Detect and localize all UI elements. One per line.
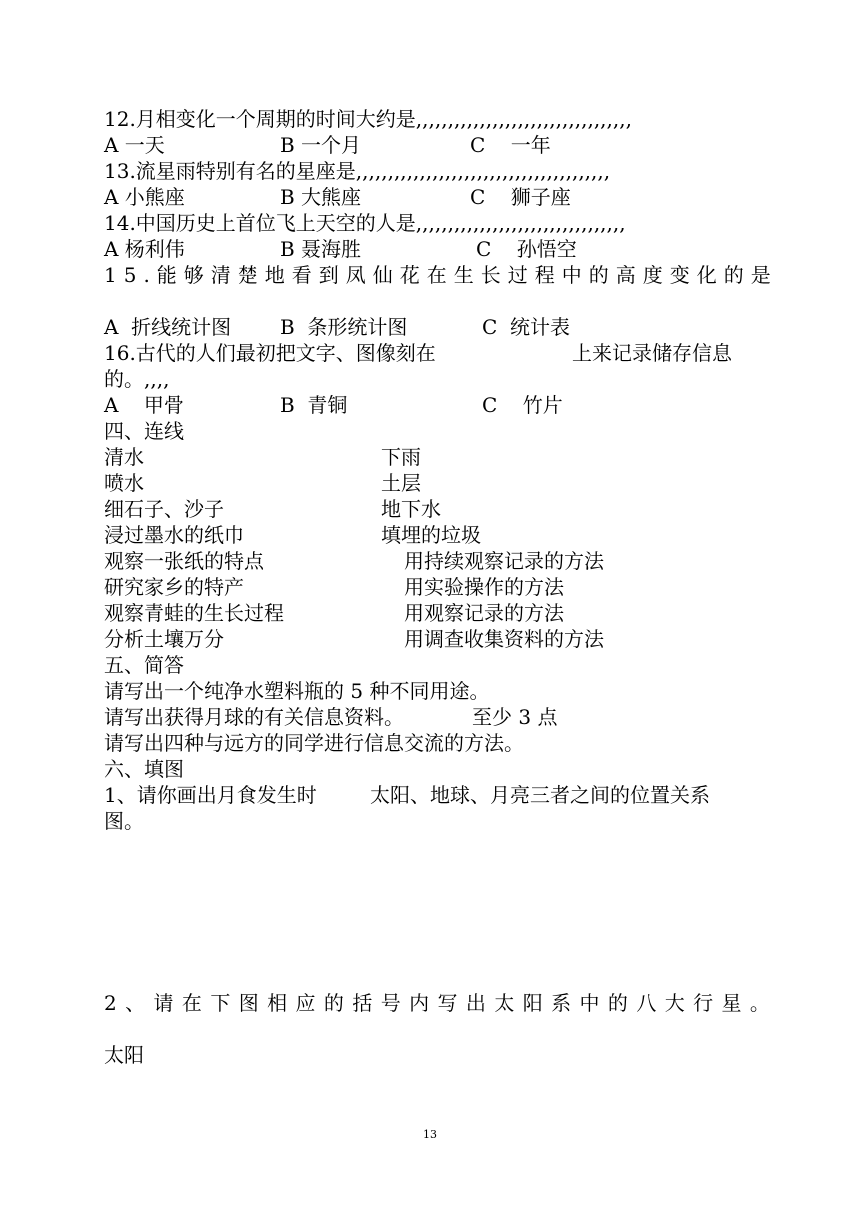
fill-figure-2: 2、请在下图相应的括号内写出太阳系中的八大行星。 xyxy=(104,991,779,1015)
question-16-option-b: B 青铜 xyxy=(280,393,348,417)
match-left-item: 观察一张纸的特点 xyxy=(104,549,264,573)
match-left-item: 研究家乡的特产 xyxy=(104,575,244,599)
match-right-item: 用调查收集资料的方法 xyxy=(404,627,604,651)
match-left-item: 浸过墨水的纸巾 xyxy=(104,523,244,547)
question-14-stem: 14.中国历史上首位飞上天空的人是,,,,,,,,,,,,,,,,,,,,,,,,,,,,,,,,, xyxy=(104,211,626,235)
question-12-option-a: A 一天 xyxy=(104,133,165,157)
section-4-title: 四、连线 xyxy=(104,419,184,443)
fill-figure-1-part3: 图。 xyxy=(104,809,144,833)
match-right-item: 用实验操作的方法 xyxy=(404,575,564,599)
question-15-option-a: A 折线统计图 xyxy=(104,315,232,339)
match-right-item: 用观察记录的方法 xyxy=(404,601,564,625)
question-12-option-b: B 一个月 xyxy=(280,133,362,157)
question-14-option-b: B 聂海胜 xyxy=(280,237,362,261)
match-left-item: 观察青蛙的生长过程 xyxy=(104,601,284,625)
question-16-stem-part2: 上来记录储存信息 xyxy=(572,341,732,365)
question-16-stem-part3: 的。,,,, xyxy=(104,367,170,391)
question-15-stem: 15.能够清楚地看到凤仙花在生长过程中的高度变化的是 xyxy=(104,263,778,287)
short-answer-3: 请写出四种与远方的同学进行信息交流的方法。 xyxy=(104,731,524,755)
fill-figure-1-part2: 太阳、地球、月亮三者之间的位置关系 xyxy=(370,783,710,807)
section-5-title: 五、简答 xyxy=(104,653,184,677)
short-answer-2: 请写出获得月球的有关信息资料。 xyxy=(104,705,404,729)
question-13-option-c: C 狮子座 xyxy=(470,185,571,209)
question-13-option-b: B 大熊座 xyxy=(280,185,362,209)
question-16-stem-part1: 16.古代的人们最初把文字、图像刻在 xyxy=(104,341,436,365)
section-6-title: 六、填图 xyxy=(104,757,184,781)
match-left-item: 细石子、沙子 xyxy=(104,497,224,521)
short-answer-1: 请写出一个纯净水塑料瓶的 5 种不同用途。 xyxy=(104,679,490,703)
fill-figure-1-part1: 1、请你画出月食发生时 xyxy=(104,783,317,807)
match-left-item: 分析土壤万分 xyxy=(104,627,224,651)
match-right-item: 填埋的垃圾 xyxy=(381,523,481,547)
question-13-stem: 13.流星雨特别有名的星座是,,,,,,,,,,,,,,,,,,,,,,,,,,,,,,,,,,,,,,,, xyxy=(104,159,611,183)
match-left-item: 清水 xyxy=(104,445,144,469)
sun-label: 太阳 xyxy=(104,1043,144,1067)
match-right-item: 用持续观察记录的方法 xyxy=(404,549,604,573)
question-15-option-c: C 统计表 xyxy=(482,315,571,339)
question-16-option-c: C 竹片 xyxy=(482,393,563,417)
match-left-item: 喷水 xyxy=(104,471,144,495)
page-number: 13 xyxy=(423,1128,437,1141)
question-14-option-a: A 杨利伟 xyxy=(104,237,185,261)
match-right-item: 下雨 xyxy=(381,445,421,469)
question-15-option-b: B 条形统计图 xyxy=(280,315,408,339)
question-16-option-a: A 甲骨 xyxy=(104,393,184,417)
match-right-item: 土层 xyxy=(381,471,421,495)
short-answer-2-note: 至少 3 点 xyxy=(472,705,558,729)
question-13-option-a: A 小熊座 xyxy=(104,185,185,209)
question-12-option-c: C 一年 xyxy=(470,133,551,157)
question-12-stem: 12.月相变化一个周期的时间大约是,,,,,,,,,,,,,,,,,,,,,,,,,,,,,,,,,, xyxy=(104,107,632,131)
question-14-option-c: C 孙悟空 xyxy=(476,237,577,261)
match-right-item: 地下水 xyxy=(381,497,441,521)
